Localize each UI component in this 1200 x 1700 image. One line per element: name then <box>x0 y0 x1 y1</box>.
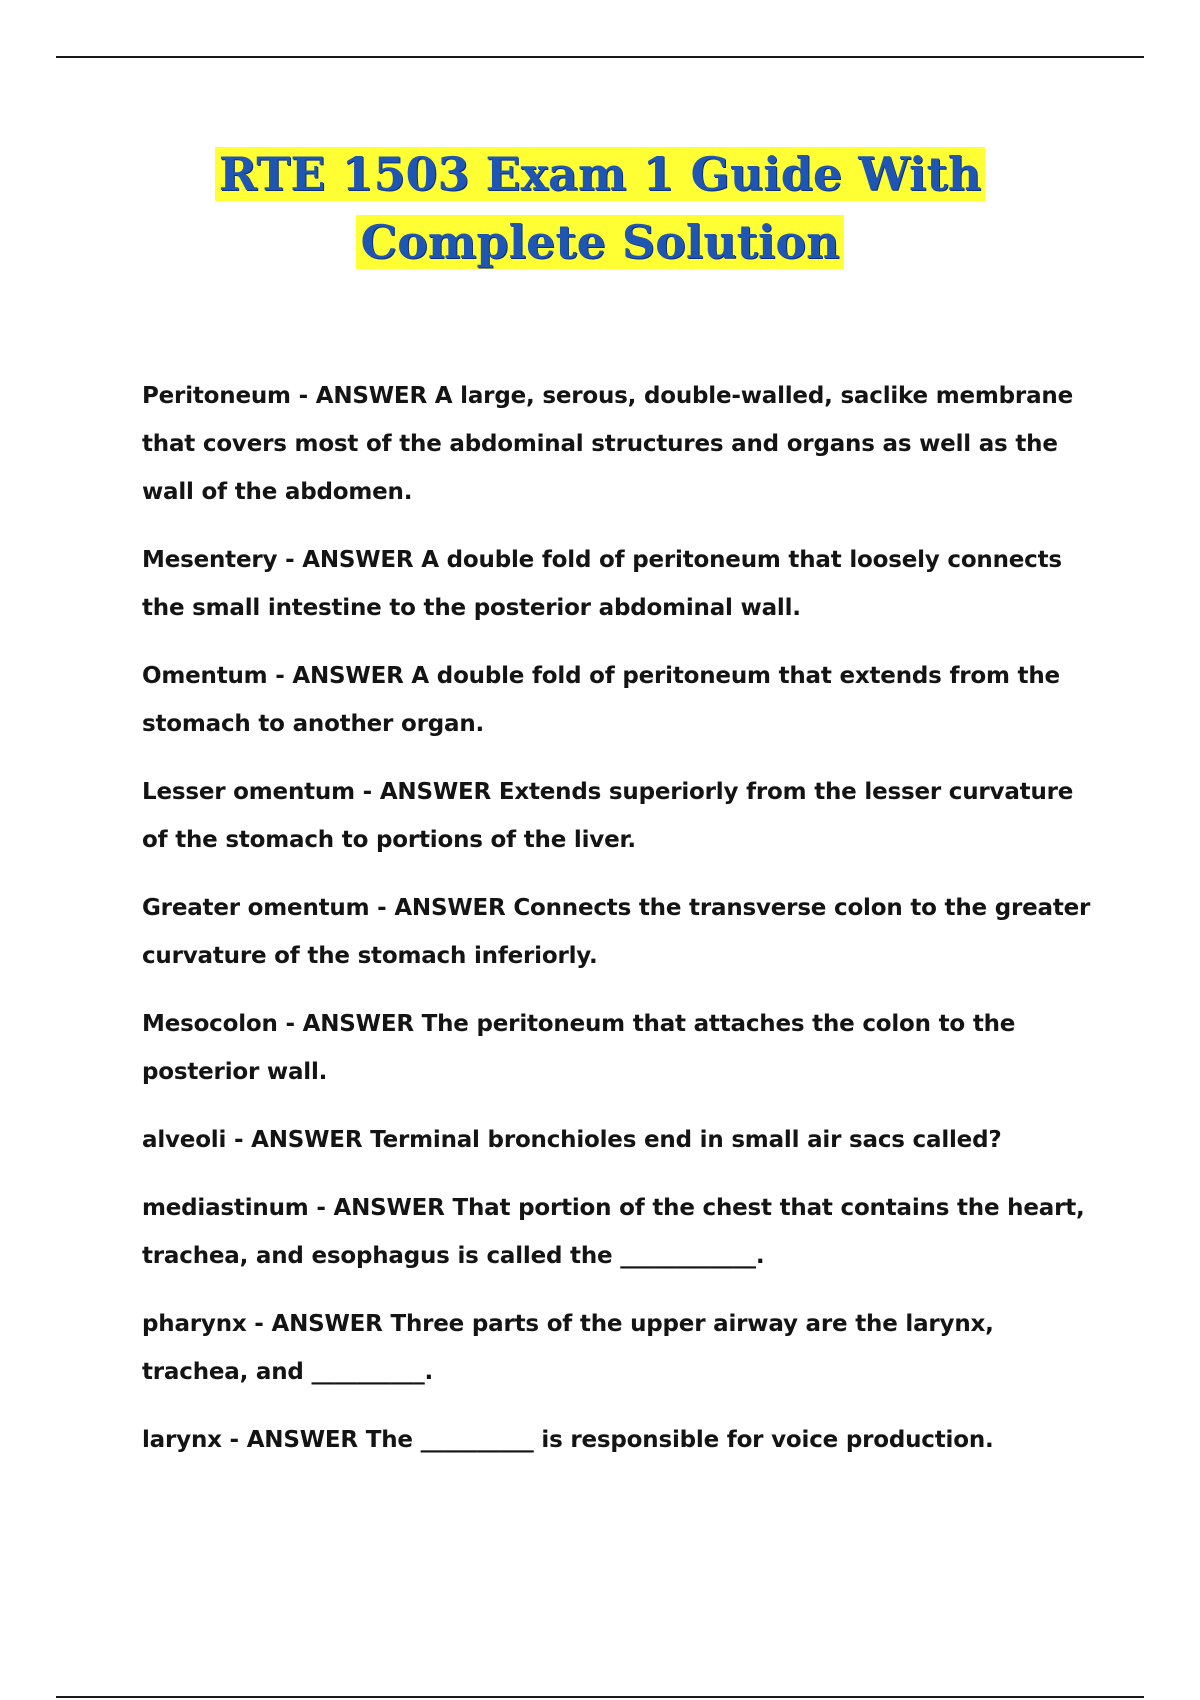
qa-item-alveoli: alveoli - ANSWER Terminal bronchioles end in small air sacs called? <box>142 1127 1002 1153</box>
qa-item-mesocolon: Mesocolon - ANSWER The peritoneum that attaches the colon to the posterior wall. <box>142 1011 1016 1085</box>
title-line-1: RTE 1503 Exam 1 Guide With <box>215 147 985 201</box>
title-line-2: Complete Solution <box>356 215 843 269</box>
bottom-rule <box>56 1696 1144 1698</box>
qa-item-lesser-omentum: Lesser omentum - ANSWER Extends superiorly from the lesser curvature of the stomach to portions of the liver. <box>142 779 1074 853</box>
qa-item-mediastinum: mediastinum - ANSWER That portion of the chest that contains the heart, trachea, and esophagus is called the ____________. <box>142 1195 1085 1269</box>
qa-item-omentum: Omentum - ANSWER A double fold of peritoneum that extends from the stomach to another organ. <box>142 663 1060 737</box>
qa-item-peritoneum: Peritoneum - ANSWER A large, serous, double-walled, saclike membrane that covers most of the abdominal structures and organs as well as the wall of the abdomen. <box>142 383 1073 505</box>
qa-item-larynx: larynx - ANSWER The __________ is responsible for voice production. <box>142 1427 994 1453</box>
qa-list <box>142 372 1102 1484</box>
top-rule <box>56 56 1144 58</box>
document-title <box>0 140 1200 276</box>
qa-item-greater-omentum: Greater omentum - ANSWER Connects the transverse colon to the greater curvature of the stomach inferiorly. <box>142 895 1091 969</box>
qa-item-pharynx: pharynx - ANSWER Three parts of the upper airway are the larynx, trachea, and __________. <box>142 1311 994 1385</box>
qa-item-mesentery: Mesentery - ANSWER A double fold of peritoneum that loosely connects the small intestine to the posterior abdominal wall. <box>142 547 1062 621</box>
